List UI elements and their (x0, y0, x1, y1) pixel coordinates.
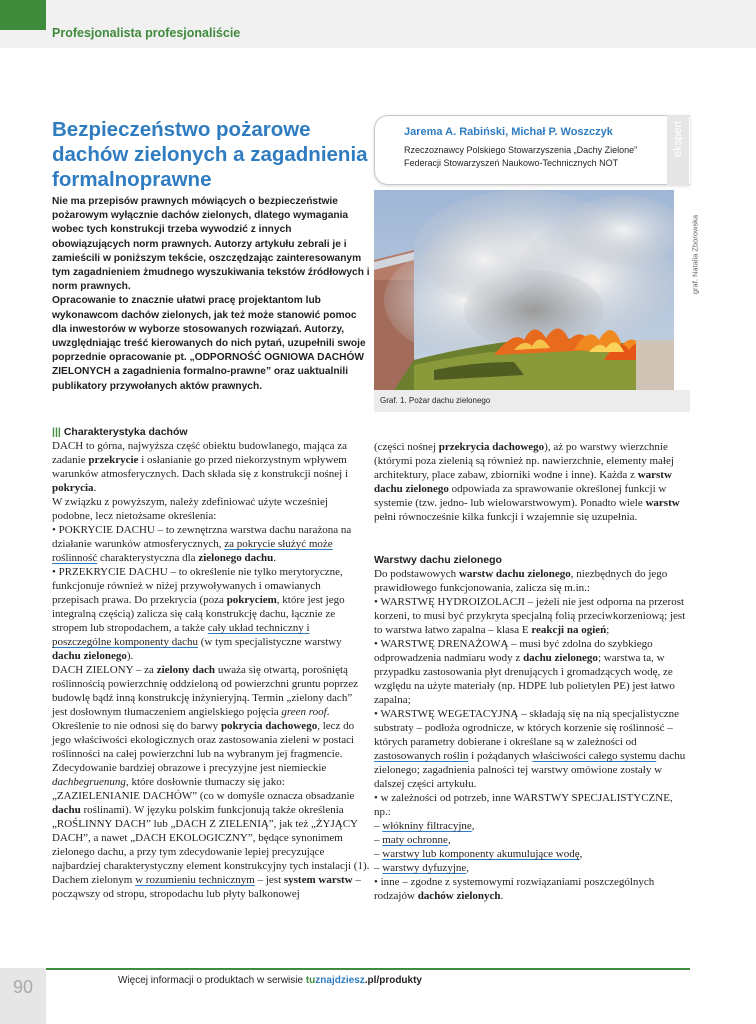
text-run: i pożądanych (468, 750, 533, 762)
lead-paragraph-1: Nie ma przepisów prawnych mówiących o bezpieczeństwie pożarowym wyłącznie dachów zielonych, dlatego wymagania wobec tych konstrukcji trzeba wywodzić z innych obowiązujących norm prawnych. Autorzy artykułu zebrali je i zamieścili w poniższym tekście, oszczędzając zainteresowanym tym zagadnieniem żmudnego wyszukiwania tekstów źródłowych i norm prawnych. (52, 196, 370, 293)
list-dash: – (374, 820, 383, 832)
text-run: – począwszy od stropu, stropodachu lub płyty balkonowej (52, 874, 361, 900)
text-run: , niezbędnych do jego prawidłowego funkcjonowania, zalicza się m.in.: (374, 568, 668, 594)
text-run: (w tym specjalistyczne warstwy (198, 636, 342, 648)
text-run: odpowiada za sprawowanie określonej funkcji w systemie (tzw. jedno- lub wielowarstwowym). Ponadto wiele (374, 483, 667, 509)
text-run-bold: reakcji na ogień (531, 624, 607, 636)
paragraph (374, 707, 690, 791)
text-run: • PRZEKRYCIE DACHU – to określenie nie tylko merytoryczne, funkcjonuje również w niżej przywoływanych i omawianych przepisach prawa. Do przekrycia (poza (52, 566, 343, 606)
text-run: , lecz do jego właściwości ekologicznych oraz zastosowania zieleni w postaci roślinności na całej powierzchni lub na wybranym jej fragmencie. Zdecydowanie bardziej obrazowe i precyzyjne jest niemieckie (52, 720, 355, 774)
text-run-underlined: w rozumieniu technicznym (135, 874, 255, 886)
paragraph (374, 595, 690, 637)
text-run: i osłanianie go przed niekorzystnym wpływem warunków atmosferycznych. Dach składa się z konstrukcji nośnej i (52, 454, 348, 480)
text-run: charakterystyczna dla (97, 552, 199, 564)
text-run-bold: przekrycia dachowego (438, 441, 545, 453)
ekspert-badge-label: ekspert (672, 120, 684, 157)
text-run: ; (606, 624, 610, 636)
text-run-underlined: właściwości całego systemu (532, 750, 657, 762)
body-column-1 (52, 439, 370, 901)
section-title: Profesjonalista profesjonaliście (52, 26, 241, 40)
article-lead (52, 195, 370, 394)
lead-paragraph-2: Opracowanie to znacznie ułatwi pracę projektantom lub wykonawcom dachów zielonych, jak też może stanowić pomoc dla inwestorów w wyborze stosowanych rozwiązań. Autorzy, uwzględniając treść kierowanych do nich pytań, uzupełnili swoje poprzednie opracowanie pt. „ODPORNOŚĆ OGNIOWA DACHÓW ZIELONYCH a zagadnienia formalno-prawne” oraz uaktualnili publikatory przywołanych aktów prawnych. (52, 295, 366, 392)
text-run: , które dosłownie tłumaczy się jako: „ZAZIELENIANIE DACHÓW” (co w domyśle oznacza obsadzanie (52, 776, 355, 802)
text-run-bold: dachu (52, 804, 81, 816)
text-run: . (273, 552, 276, 564)
paragraph (374, 440, 690, 524)
paragraph (374, 567, 690, 595)
list-item-text: warstwy dyfuzyjne (382, 862, 467, 874)
article-title: Bezpieczeństwo pożarowe dachów zielonych a zagadnienia formalnoprawne (52, 118, 368, 191)
text-run-underlined: cały układ techniczny i poszczególne komponenty dachu (52, 622, 310, 648)
list-dash: – (374, 848, 383, 860)
text-run: ), aż po warstwy wierzchnie (którymi poza zielenią są również np. nawierzchnie, elementy małej architektury, place zabaw, zbiorniki wodne i inne). Każda z (374, 441, 674, 481)
text-run: , które jest jego integralną częścią) zalicza się całą konstrukcję dachu, łącznie ze stropem lub stropodachem, a także (52, 594, 345, 634)
affiliation-line-1: Rzeczoznawcy Polskiego Stowarzyszenia „Dachy Zielone” (404, 145, 638, 155)
text-run-bold: dachu zielonego (52, 650, 127, 662)
text-run-bold: warstw dachu zielonego (374, 469, 672, 495)
paragraph: W związku z powyższym, należy zdefiniować użyte wcześniej podobne, lecz nietożsame określenia: (52, 496, 328, 522)
text-run-bold: przekrycie (88, 454, 139, 466)
text-run: – jest (254, 874, 284, 886)
photo-credit: graf. Natalia Zborowska (690, 214, 700, 295)
body-column-2 (374, 440, 690, 524)
list-dash: – (374, 862, 383, 874)
paragraph (52, 663, 370, 873)
text-run: • inne – zgodne z systemowymi rozwiązaniami poszczególnych rodzajów (374, 876, 655, 902)
text-run-italic: green roof (281, 706, 327, 718)
brand-part: znajdziesz (315, 975, 365, 986)
list-item: – warstwy dyfuzyjne, (374, 862, 470, 874)
body-column-2-continued (374, 567, 690, 903)
heading-text: Charakterystyka dachów (63, 426, 188, 438)
text-run-underlined: za pokrycie służyć może roślinność (52, 538, 333, 564)
text-run-italic: dachbegruenung (52, 776, 126, 788)
text-run-bold: pokryciem (226, 594, 277, 606)
brand-path: /produkty (376, 975, 422, 986)
text-run: . (93, 482, 97, 494)
text-run: dachu zielonego; zagadnienia palności tej warstwy omówione zostały w dalszej części artykułu. (374, 750, 686, 790)
affiliation-line-2: Federacji Stowarzyszeń Naukowo-Technicznych NOT (404, 158, 619, 168)
text-run: ). (126, 650, 134, 662)
text-run-underlined: zastosowanych roślin (374, 750, 469, 762)
paragraph (52, 523, 370, 565)
text-run-bold: pokrycia dachowego (220, 720, 318, 732)
list-dash: – (374, 834, 383, 846)
brand-part: .pl (364, 975, 377, 986)
text-run: DACH to górna, najwyższa część obiektu budowlanego, mająca za zadanie (52, 440, 348, 466)
text-run: Dachem zielonym (52, 874, 136, 886)
list-item-text: włókniny filtracyjne (382, 820, 472, 832)
text-run: pełni równocześnie kilka funkcji i wzajemnie się uzupełnia. (374, 511, 638, 523)
text-run-bold: warstw dachu zielonego (458, 568, 571, 580)
footer-rule (46, 968, 690, 970)
list-item: – warstwy lub komponenty akumulujące wodę, (374, 848, 583, 860)
text-run: uważa się otwartą, porośniętą roślinnością powierzchnię oddzieloną od powierzchni gruntu poprzez budowlę bądź inną konstrukcję inżynieryjną. Termin „zielony dach” jest dosłownym tłumaczeniem angielskiego pojęcia (52, 664, 359, 718)
paragraph (52, 873, 370, 901)
text-run-bold: zielony dach (156, 664, 216, 676)
brand-part: tu (305, 975, 316, 986)
text-run-bold: zielonego dachu (198, 552, 274, 564)
paragraph (374, 637, 690, 707)
text-run: DACH ZIELONY – za (52, 664, 157, 676)
list-item: – maty ochronne, (374, 834, 451, 846)
section-heading (52, 426, 188, 438)
text-run: (części nośnej (374, 441, 439, 453)
text-run-bold: pokrycia (52, 482, 94, 494)
paragraph: • w zależności od potrzeb, inne WARSTWY SPECJALISTYCZNE, np.: (374, 792, 673, 818)
text-run-bold: warstw (645, 497, 680, 509)
figure-caption: Graf. 1. Pożar dachu zielonego (380, 396, 491, 405)
text-run-bold: dachów zielonych (417, 890, 501, 902)
paragraph (52, 565, 370, 663)
footer-note (118, 975, 422, 986)
text-run: roślinami). W języku polskim funkcjonują także określenia „ROŚLINNY DACH” lub „DACH Z ZIELENIĄ”, jak też „ŻYJĄCY DACH”, a nawet „DACH EKOLOGICZNY”, będące synonimem zielonego dachu, a przy tym zdecydowanie lepiej precyzujące najbardziej charakterystyczny element konstrukcyjny tych instalacji (1). (52, 804, 370, 872)
footer-text: Więcej informacji o produktach w serwisie (118, 975, 306, 986)
list-item: – włókniny filtracyjne, (374, 820, 475, 832)
text-run-bold: dachu zielonego (523, 652, 598, 664)
header-band (0, 0, 756, 48)
paragraph (374, 875, 690, 903)
fire-illustration (374, 190, 674, 390)
author-affiliation (404, 144, 666, 170)
text-run: • POKRYCIE DACHU – to zewnętrzna warstwa dachu narażona na działanie warunków atmosferycznych, (52, 524, 352, 550)
text-run-bold: system warstw (283, 874, 353, 886)
text-run: . Określenie to nie odnosi się do barwy (52, 706, 330, 732)
list-item-text: maty ochronne (382, 834, 448, 846)
heading-marker: ||| (52, 426, 61, 438)
footer-link[interactable] (306, 975, 422, 986)
text-run: • WARSTWĘ WEGETACYJNĄ – składają się na nią specjalistyczne substraty – podłoża ogrodnicze, w których korzenie się roślinność – których parametry dobierane i określane są w zależności od (374, 708, 679, 748)
page-number: 90 (12, 977, 34, 997)
text-run: Do podstawowych (374, 568, 459, 580)
text-run: • WARSTWĘ DRENAŻOWĄ – musi być zdolna do szybkiego odprowadzenia nadmiaru wody z (374, 638, 653, 664)
text-run: • WARSTWĘ HYDROIZOLACJI – jeżeli nie jest odporna na przerost korzeni, to musi być przykryta specjalną folią przeciwkorzeniową; jest to warstwa łatwo zapalna – klasa E (374, 596, 686, 636)
green-roof-fire-photo (374, 190, 674, 390)
paragraph (52, 439, 370, 495)
text-run: . (500, 890, 504, 902)
author-names: Jarema A. Rabiński, Michał P. Woszczyk (404, 126, 613, 138)
sub-heading: Warstwy dachu zielonego (374, 554, 502, 566)
list-item-text: warstwy lub komponenty akumulujące wodę (382, 848, 580, 860)
section-color-tab (0, 0, 46, 30)
text-run: ; warstwa ta, w przypadku zastosowania płyt drenujących i gromadzących wodę, ze względu na użyte materiały (np. HDPE lub polietylen PE) jest łatwo zapalna; (374, 652, 675, 706)
